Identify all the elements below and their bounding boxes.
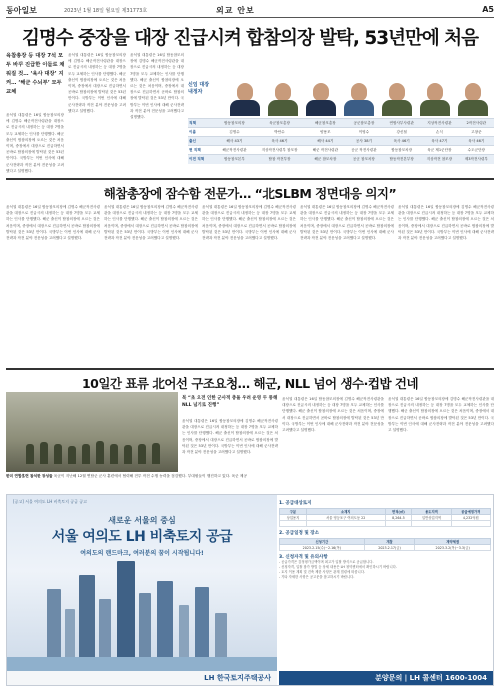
ad-note: - 공급가격은 감정평가금액이며 최고가 입찰 방식으로 공급합니다. <box>279 560 374 564</box>
sub-body-column-1: 윤석열 대통령은 16일 합동참모의장에 김명수 해군작전사령관을 대장으로 진급시켜 내정하는 등 대장 7명을 모두 교체하는 인사를 단행했다. 해군 출신이 합참의장에 오르는 것은 처음이며, 중장에서 대장으로 진급하면서 곧바로 합참의장에 발탁된 것은 53년 만이다. 국방부는 이번 인사에 대해 군사전략과 작전 분야 전문성을 고려했다고 설명했다. <box>6 205 100 241</box>
portrait <box>418 82 452 116</box>
lower-body-column-1: 윤석열 대통령은 16일 합동참모의장에 김명수 해군작전사령관을 대장으로 진급시켜 내정하는 등 대장 7명을 모두 교체하는 인사를 단행했다. 해군 출신이 합참의장에 오르는 것은 처음이며, 중장에서 대장으로 진급하면서 곧바로 합참의장에 발탁된 것은 53년 만이다. 국방부는 이번 인사에 대해 군사전략과 작전 분야 전문성을 고려했다고 설명했다. <box>182 419 278 455</box>
issue-meta: 2023년 1월 18일 월요일 제31773호 <box>64 8 148 14</box>
ad-visual <box>7 495 277 685</box>
graphic-title: 신임 대장 내정자 <box>188 82 210 95</box>
lead-deck: 육참총장 등 대장 7석 모두 바꾸 진급한 이들로 채워질 것… ‘육사 대장’ 지켜… ‘해군 수뇌부’ 모두 교체 <box>6 53 65 95</box>
portrait <box>456 82 490 116</box>
lower-body-column-3: 윤석열 대통령은 16일 합동참모의장에 김명수 해군작전사령관을 대장으로 진급시켜 내정하는 등 대장 7명을 모두 교체하는 인사를 단행했다. 해군 출신이 합참의장에 오르는 것은 처음이며, 중장에서 대장으로 진급하면서 곧바로 합참의장에 발탁된 것은 53년 만이다. 국방부는 이번 인사에 대해 군사전략과 작전 분야 전문성을 고려했다고 설명했다. <box>388 397 494 433</box>
sub-headline: 해참총장에 잠수함 전문가… “北SLBM 정면대응 의지” <box>103 186 397 201</box>
advertisement <box>6 494 494 686</box>
table-row: 출신 해사 43기 육사 46기 해사 44기 공사 38기 육사 46기 육사 47기 육사 46기 <box>188 137 494 146</box>
ad-top-note: [공고] 서울 여의도 LH 비축토지 공급 공고 <box>13 499 87 504</box>
sub-body-column-5: 윤석열 대통령은 16일 합동참모의장에 김명수 해군작전사령관을 대장으로 진급시켜 내정하는 등 대장 7명을 모두 교체하는 인사를 단행했다. 해군 출신이 합참의장에 오르는 것은 처음이며, 중장에서 대장으로 진급하면서 곧바로 합참의장에 발탁된 것은 53년 만이다. 국방부는 이번 인사에 대해 군사전략과 작전 분야 전문성을 고려했다고 설명했다. <box>398 205 494 241</box>
sub-body-column-2: 윤석열 대통령은 16일 합동참모의장에 김명수 해군작전사령관을 대장으로 진급시켜 내정하는 등 대장 7명을 모두 교체하는 인사를 단행했다. 해군 출신이 합참의장에 오르는 것은 처음이며, 중장에서 대장으로 진급하면서 곧바로 합참의장에 발탁된 것은 53년 만이다. 국방부는 이번 인사에 대해 군사전략과 작전 분야 전문성을 고려했다고 설명했다. <box>104 205 198 241</box>
skyline-building <box>157 581 173 659</box>
skyline-building <box>99 599 111 659</box>
skyline-building <box>139 593 151 659</box>
skyline-building <box>47 589 61 659</box>
ad-note: - 신청자격, 입찰 참가 방법 등 상세 내용은 LH 청약센터에서 확인하시기 바랍니다. <box>279 565 397 569</box>
river <box>7 657 277 671</box>
supply-table: 구분 소재지 면적(㎡) 용도지역 공급예정가격 상업용지 서울 영등포구 여의도동 22 8,264.5 일반상업지역 4,232억원 <box>279 508 491 527</box>
skyline-building <box>195 587 209 659</box>
portrait <box>228 82 262 116</box>
lower-kicker: 북 “초 오전 인한 군사적 충돌 우려 운영 두 통해 NLL 넘기로 진행” <box>182 396 278 408</box>
lead-body-column-3: 윤석열 대통령은 16일 합동참모의장에 김명수 해군작전사령관을 대장으로 진급시켜 내정하는 등 대장 7명을 모두 교체하는 인사를 단행했다. 해군 출신이 합참의장에 오르는 것은 처음이며, 중장에서 대장으로 진급하면서 곧바로 합참의장에 발탁된 것은 53년 만이다. 국방부는 이번 인사에 대해 군사전략과 작전 분야 전문성을 고려했다고 설명했다. <box>130 53 184 120</box>
table-row: 이름 김명수 박안수 양용모 이영수 강신철 손식 고창준 <box>188 128 494 137</box>
section-label: 외교 안보 <box>216 6 255 15</box>
masthead <box>6 4 494 18</box>
newspaper-brand: 동아일보 <box>6 6 37 15</box>
sub-body-column-3: 윤석열 대통령은 16일 합동참모의장에 김명수 해군작전사령관을 대장으로 진급시켜 내정하는 등 대장 7명을 모두 교체하는 인사를 단행했다. 해군 출신이 합참의장에 오르는 것은 처음이며, 중장에서 대장으로 진급하면서 곧바로 합참의장에 발탁된 것은 53년 만이다. 국방부는 이번 인사에 대해 군사전략과 작전 분야 전문성을 고려했다고 설명했다. <box>202 205 296 241</box>
lh-brand: LH 한국토지주택공사 <box>204 674 271 682</box>
military-photo <box>6 392 178 472</box>
schedule-table: 신청기간 개찰 계약체결 2023.2.15(수)~2.16(목) 2023.2.17(금) 2023.3.2(목)~3.3(금) <box>279 538 491 551</box>
portrait <box>304 82 338 116</box>
portrait <box>380 82 414 116</box>
commanders-table <box>188 118 494 164</box>
ad-footer <box>7 671 277 685</box>
skyline-building <box>179 605 189 659</box>
ad-section-title: 3. 신청자격 및 유의사항 <box>279 555 328 560</box>
caption-text: 육군이 지난해 12월 연합군 군사 훈련에서 협력해 전투 작전 수행 능력을 점검했다. 부대원들이 행진하고 있다. 육군 제공 <box>53 474 248 478</box>
sub-body-column-4: 윤석열 대통령은 16일 합동참모의장에 김명수 해군작전사령관을 대장으로 진급시켜 내정하는 등 대장 7명을 모두 교체하는 인사를 단행했다. 해군 출신이 합참의장에 오르는 것은 처음이며, 중장에서 대장으로 진급하면서 곧바로 합참의장에 발탁된 것은 53년 만이다. 국방부는 이번 인사에 대해 군사전략과 작전 분야 전문성을 고려했다고 설명했다. <box>300 205 394 241</box>
sub-headline-band <box>6 178 494 200</box>
table-row: 상업용지 서울 영등포구 여의도동 22 8,264.5 일반상업지역 4,232억원 <box>280 515 491 521</box>
lower-body-column-2: 윤석열 대통령은 16일 합동참모의장에 김명수 해군작전사령관을 대장으로 진급시켜 내정하는 등 대장 7명을 모두 교체하는 인사를 단행했다. 해군 출신이 합참의장에 오르는 것은 처음이며, 중장에서 대장으로 진급하면서 곧바로 합참의장에 발탁된 것은 53년 만이다. 국방부는 이번 인사에 대해 군사전략과 작전 분야 전문성을 고려했다고 설명했다. <box>282 397 384 433</box>
table-row: 2023.2.15(수)~2.16(목) 2023.2.17(금) 2023.3.2(목)~3.3(금) <box>280 545 491 551</box>
portrait <box>342 82 376 116</box>
skyline-building <box>117 561 135 659</box>
ad-section-title: 2. 공급일정 및 장소 <box>279 531 319 536</box>
lead-body-column-2: 윤석열 대통령은 16일 합동참모의장에 김명수 해군작전사령관을 대장으로 진급시켜 내정하는 등 대장 7명을 모두 교체하는 인사를 단행했다. 해군 출신이 합참의장에 오르는 것은 처음이며, 중장에서 대장으로 진급하면서 곧바로 합참의장에 발탁된 것은 53년 만이다. 국방부는 이번 인사에 대해 군사전략과 작전 분야 전문성을 고려했다고 설명했다. <box>68 53 126 113</box>
ad-kicker: 새로운 서울의 중심 <box>108 516 176 525</box>
ad-section-title: 1. 공급대상토지 <box>279 501 312 506</box>
ad-details <box>279 497 491 669</box>
commanders-graphic <box>188 82 494 174</box>
ad-subtitle: 여의도의 랜드마크, 여러분의 꿈이 시작됩니다! <box>80 550 204 557</box>
skyline-building <box>215 613 227 659</box>
table-row <box>280 521 491 527</box>
ad-callcenter-banner: 분양문의 | LH 콜센터 1600-1004 <box>279 671 493 685</box>
photo-caption <box>6 474 276 480</box>
table-row: 현 직책 해군작전사령관 지상작전사령부 참모장 해군 작전사령관 공군 작전사령관 합동참모차장 육군 제1군단장 수도군단장 <box>188 146 494 155</box>
ad-note: - 토지 이용 계획 및 건축 제한 사항은 관계 법령에 따릅니다. <box>279 570 365 574</box>
skyline-building <box>79 575 95 659</box>
page-headline: 김명수 중장을 대장 진급시켜 합참의장 발탁, 53년만에 처음 <box>22 28 478 49</box>
table-row: 이전 직책 합동참모본부 합참 작전부장 해군 참모차장 공군 참모차장 합동작전본부장 지상작전 참모장 제3작전사령부 <box>188 155 494 164</box>
ad-title: 서울 여의도 LH 비축토지 공급 <box>51 529 233 545</box>
page-number: A5 <box>482 5 494 14</box>
lower-headline: 10일간 표류 北어선 구조요청… 해군, NLL 넘어 생수·컵밥 건네 <box>6 368 494 390</box>
skyline-building <box>65 609 75 659</box>
caption-bold: 한미 연합훈련 참석한 장성들 <box>6 474 53 478</box>
ad-note: - 기타 자세한 사항은 공고문을 참고하시기 바랍니다. <box>279 575 355 579</box>
portrait <box>266 82 300 116</box>
lead-body-column-1: 윤석열 대통령은 16일 합동참모의장에 김명수 해군작전사령관을 대장으로 진급시켜 내정하는 등 대장 7명을 모두 교체하는 인사를 단행했다. 해군 출신이 합참의장에 오르는 것은 처음이며, 중장에서 대장으로 진급하면서 곧바로 합참의장에 발탁된 것은 53년 만이다. 국방부는 이번 인사에 대해 군사전략과 작전 분야 전문성을 고려했다고 설명했다. <box>6 113 64 173</box>
table-row: 직책 합동참모의장 육군참모총장 해군참모총장 공군참모총장 연합사부사령관 지상작전사령관 2작전사령관 <box>188 119 494 128</box>
